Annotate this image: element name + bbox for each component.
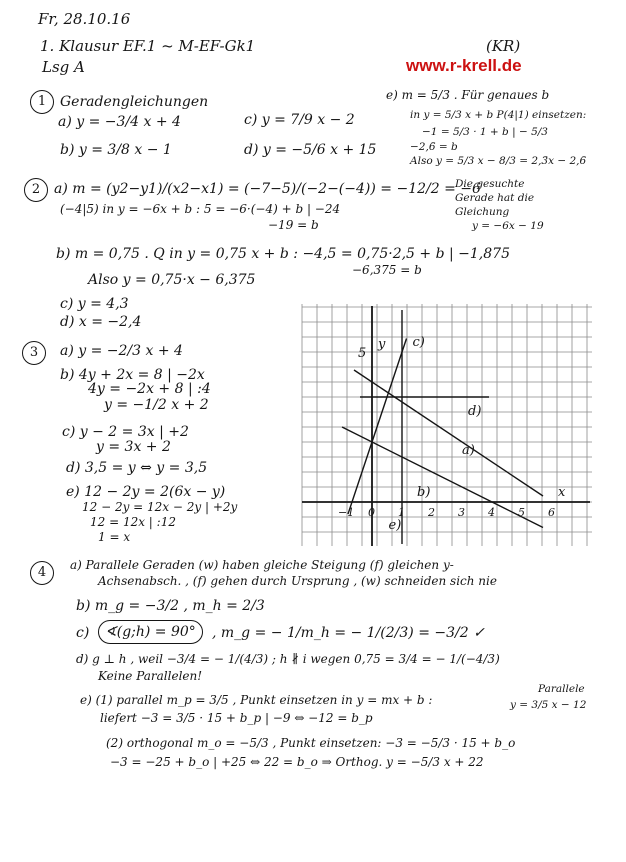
task1-e-line4: −2,6̄ = b [410, 141, 458, 153]
task3-e-line1: e) 12 − 2y = 2(6x − y) [66, 484, 226, 500]
line-label: d) [468, 404, 482, 419]
task1-c: c) y = 7/9 x − 2 [244, 112, 355, 128]
task1-e-line2: in y = 5/3 x + b P(4|1) einsetzen: [410, 109, 587, 121]
task2-note2: Gerade hat die [455, 192, 535, 204]
x-tick-label: 1 [398, 506, 405, 519]
line-label: c) [412, 335, 425, 350]
task3-e-line4: 1 = x [98, 530, 131, 544]
task4-c-prefix: c) [76, 625, 90, 641]
task2-d: d) x = −2,4 [60, 314, 142, 330]
task1-b: b) y = 3/8 x − 1 [60, 142, 172, 158]
task3-number: 3 [22, 341, 46, 365]
line-a [354, 370, 543, 496]
x-tick-label: 3 [458, 506, 465, 519]
task2-c: c) y = 4,3 [60, 296, 129, 312]
task4-a-line1: a) Parallele Geraden (w) haben gleiche Steigung (f) gleichen y- [70, 558, 454, 572]
date: Fr, 28.10.16 [38, 10, 131, 28]
task3-c-line2: y = 3x + 2 [96, 439, 171, 455]
task2-a-line2: (−4|5) in y = −6x + b : 5 = −6·(−4) + b | −24 [60, 202, 341, 216]
y-tick-label: 5 [358, 346, 367, 361]
line-label: a) [462, 443, 475, 458]
task4-a-line2: Achsenabsch. , (f) gehen durch Ursprung , (w) schneiden sich nie [98, 574, 497, 588]
x-tick-label: 4 [488, 506, 495, 519]
task4-c-boxed-angle: ∢(g;h) = 90° [98, 620, 203, 644]
task2-note3: Gleichung [455, 206, 510, 218]
task1-heading: Geradengleichungen [60, 94, 209, 110]
y-axis-label: y [378, 337, 386, 352]
coordinate-graph [296, 300, 596, 550]
task3-b-line1: b) 4y + 2x = 8 | −2x [60, 367, 205, 383]
task3-e-line3: 12 = 12x | :12 [90, 515, 176, 529]
x-tick-label: 6 [548, 506, 555, 519]
task3-d: d) 3,5 = y ⇔ y = 3,5 [66, 460, 208, 476]
task1-number: 1 [30, 90, 54, 114]
website-link[interactable]: www.r-krell.de [406, 56, 522, 75]
task4-b: b) m_g = −3/2 , m_h = 2/3 [76, 598, 265, 614]
task4-e1-note1: Parallele [538, 683, 585, 695]
task4-e2-line2: −3 = −25 + b_o | +25 ⇔ 22 = b_o ⇒ Orthog. y = −5/3 x + 22 [110, 755, 484, 769]
task2-b-line3: Also y = 0,75·x − 6,375 [88, 272, 256, 288]
task2-b-line1: b) m = 0,75 . Q in y = 0,75 x + b : −4,5 = 0,75·2,5 + b | −1,875 [56, 246, 510, 262]
task1-e-line1: e) m = 5/3 . Für genaues b [386, 88, 550, 102]
task3-c-line1: c) y − 2 = 3x | +2 [62, 424, 189, 440]
task2-note4: y = −6x − 19 [472, 220, 544, 232]
task4-d-line2: Keine Parallelen! [98, 669, 203, 683]
task2-number: 2 [24, 178, 48, 202]
task3-b-line2: 4y = −2x + 8 | :4 [88, 381, 211, 397]
x-tick-label: −1 [338, 506, 355, 519]
line-label: b) [417, 485, 431, 500]
x-tick-label: 0 [368, 506, 375, 519]
teacher-code: (KR) [486, 37, 521, 55]
task1-e-line5: Also y = 5/3 x − 8/3 = 2,3̄x − 2,6̄ [410, 155, 587, 167]
task4-c-rest: , m_g = − 1/m_h = − 1/(2/3) = −3/2 ✓ [212, 625, 485, 641]
task4-d-line1: d) g ⊥ h , weil −3/4 = − 1/(4/3) ; h ∦ i wegen 0,75 = 3/4 = − 1/(−4/3) [76, 652, 500, 666]
task2-note1: Die gesuchte [455, 178, 525, 190]
task4-e1-line1: e) (1) parallel m_p = 3/5 , Punkt einsetzen in y = mx + b : [80, 693, 433, 707]
task2-b-line2: −6,375 = b [352, 263, 422, 277]
task1-d: d) y = −5/6 x + 15 [244, 142, 377, 158]
task3-e-line2: 12 − 2y = 12x − 2y | +2y [82, 500, 238, 514]
task3-b-line3: y = −1/2 x + 2 [104, 397, 209, 413]
task4-number: 4 [30, 561, 54, 585]
variant-label: Lsg A [42, 58, 85, 76]
exam-title: 1. Klausur EF.1 ~ M-EF-Gk1 [40, 37, 256, 55]
task3-a: a) y = −2/3 x + 4 [60, 343, 183, 359]
x-tick-label: 5 [518, 506, 525, 519]
x-axis-arrow-label: x [558, 485, 566, 500]
line-label: e) [388, 518, 402, 533]
task2-a-line3: −19 = b [268, 218, 319, 232]
task2-a-line1: a) m = (y2−y1)/(x2−x1) = (−7−5)/(−2−(−4)) = −12/2 = −6 [54, 181, 481, 197]
task4-e1-note2: y = 3/5 x − 12 [510, 699, 587, 711]
x-tick-label: 2 [428, 506, 435, 519]
task4-e2-line1: (2) orthogonal m_o = −5/3 , Punkt einsetzen: −3 = −5/3 · 15 + b_o [106, 736, 516, 750]
task4-e1-line2: liefert −3 = 3/5 · 15 + b_p | −9 ⇔ −12 = b_p [100, 711, 373, 725]
task1-a: a) y = −3/4 x + 4 [58, 114, 181, 130]
task1-e-line3: −1 = 5/3 · 1 + b | − 5/3 [422, 126, 548, 138]
